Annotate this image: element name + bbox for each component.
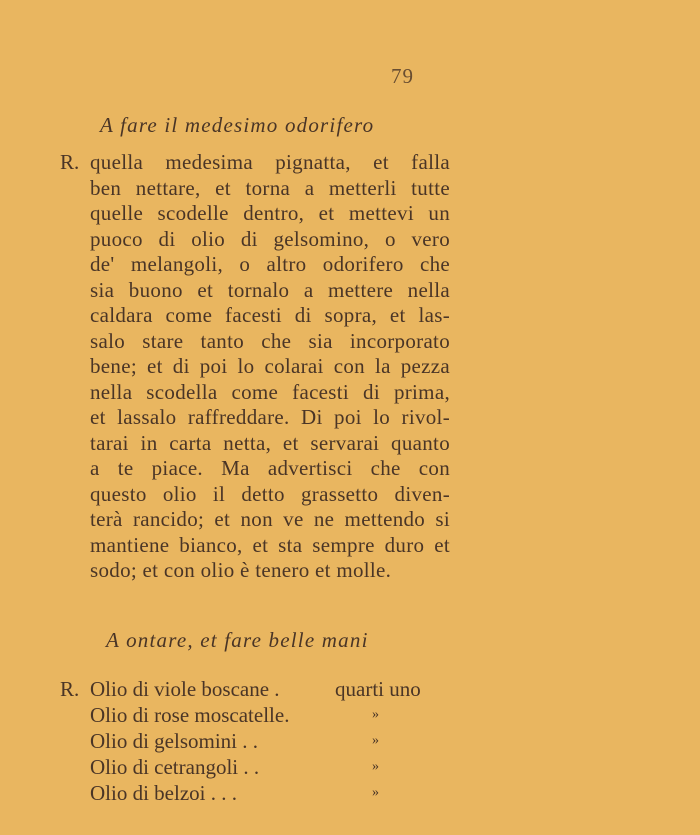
recipe-heading-mani: A ontare, et fare belle mani: [106, 628, 369, 652]
recipe-line: tarai in carta netta, et servarai quanto: [90, 430, 450, 455]
ingredient-name: Olio di cetrangoli . .: [90, 755, 260, 779]
ingredient-list: [60, 676, 460, 806]
recipe-heading-odorifero: A fare il medesimo odorifero: [100, 113, 375, 137]
recipe-line: quella medesima pignatta, et falla: [90, 150, 450, 174]
ingredient-row: [60, 702, 460, 728]
ditto-mark: »: [372, 707, 379, 722]
recipe-line: ben nettare, et torna a metterli tutte: [90, 175, 450, 200]
page-number: 79: [391, 64, 414, 88]
recipe-line: salo stare tanto che sia incorporato: [90, 328, 450, 353]
recipe-line: sodo; et con olio è tenero et molle.: [90, 558, 392, 582]
ingredient-row: [60, 780, 460, 806]
ingredient-row: [60, 728, 460, 754]
recipe-line: terà rancido; et non ve ne mettendo si: [90, 507, 450, 531]
ingredient-row: [60, 754, 460, 780]
ingredient-name: Olio di gelsomini . .: [90, 729, 258, 753]
ditto-mark: »: [372, 785, 379, 800]
recipe-line: bene; et di poi lo colarai con la pezza: [90, 354, 450, 378]
ingredient-row: [60, 676, 460, 702]
recipe-line: mantiene bianco, et sta sempre duro et: [90, 532, 450, 557]
ditto-mark: »: [372, 759, 379, 774]
recipe-line: caldara come facesti di sopra, et las-: [90, 303, 450, 327]
recipe-line: sia buono et tornalo a mettere nella: [90, 277, 450, 302]
ingredient-name: Olio di belzoi . . .: [90, 781, 237, 805]
ditto-mark: »: [372, 733, 379, 748]
ingredient-marker: R.: [60, 677, 80, 701]
recipe-line: nella scodella come facesti di prima,: [90, 379, 450, 404]
recipe-line: et lassalo raffreddare. Di poi lo rivol-: [90, 405, 450, 429]
ingredient-name: Olio di viole boscane .: [90, 677, 280, 701]
ingredient-quantity: quarti uno: [335, 677, 421, 701]
recipe-line: de' melangoli, o altro odorifero che: [90, 252, 450, 276]
recipe-line: puoco di olio di gelsomino, o vero: [90, 226, 450, 251]
recipe-line: questo olio il detto grassetto diven-: [90, 481, 450, 506]
recipe-marker: R.: [60, 150, 80, 174]
ingredient-name: Olio di rose moscatelle.: [90, 703, 290, 727]
recipe-line: a te piace. Ma advertisci che con: [90, 456, 450, 480]
recipe-text-block: [60, 150, 450, 584]
recipe-line: quelle scodelle dentro, et mettevi un: [90, 201, 450, 225]
